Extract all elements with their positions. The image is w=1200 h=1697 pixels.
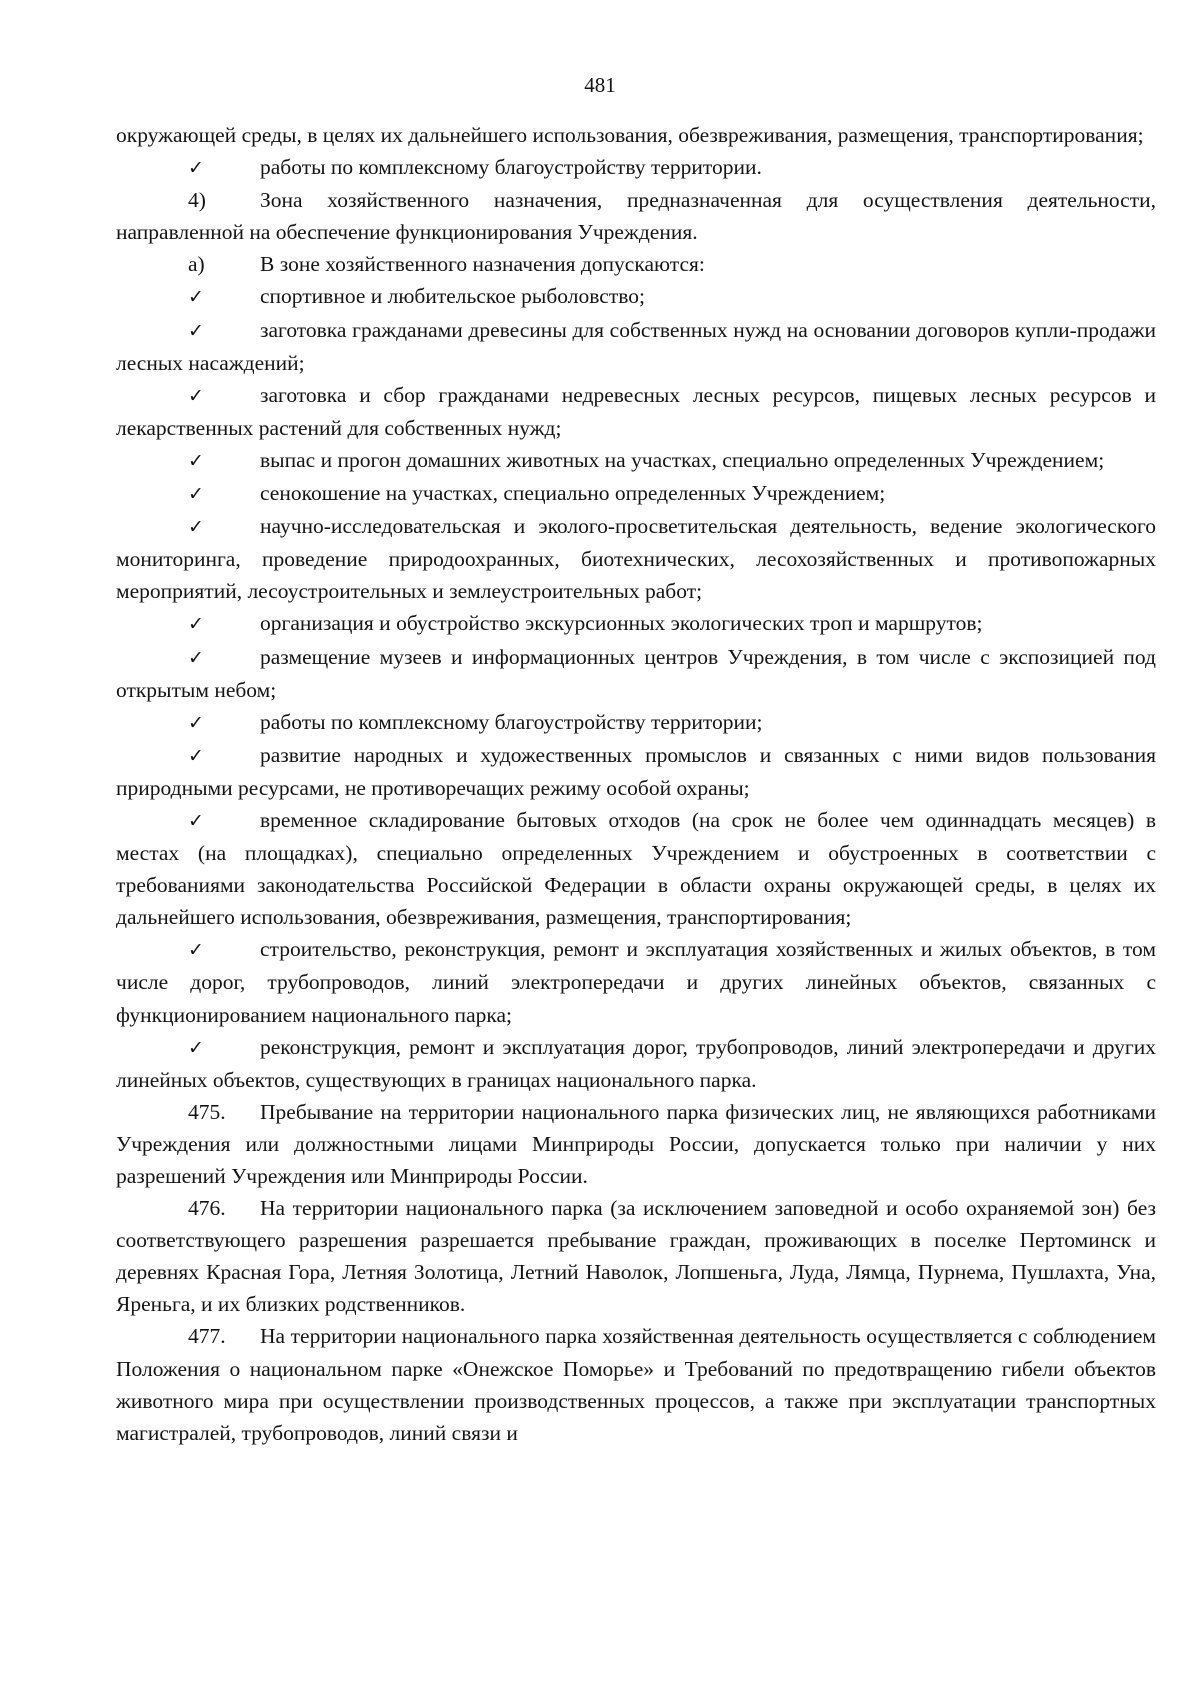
paragraph-text: В зоне хозяйственного назначения допускаются: xyxy=(260,252,705,277)
paragraph-text: научно-исследовательская и эколого-просветительская деятельность, ведение экологического мониторинга, проведение природоохранных, биотехнических, лесохозяйственных и противопожарных мероприятий, лесоустроительных и землеустроительных работ; xyxy=(116,514,1156,604)
numbered-paragraph xyxy=(116,184,1156,248)
document-body xyxy=(116,119,1156,1449)
paragraph-text: Пребывание на территории национального парка физических лиц, не являющихся работниками Учреждения или должностными лицами Минприроды России, допускается только при наличии у них разрешений Учреждения или Минприроды России. xyxy=(116,1099,1156,1188)
paragraph-text: работы по комплексному благоустройству территории. xyxy=(260,155,762,180)
checklist-item xyxy=(116,804,1156,933)
paragraph-number: 476. xyxy=(188,1196,226,1221)
checklist-item xyxy=(116,1031,1156,1096)
checkmark-icon: ✓ xyxy=(188,483,204,506)
paragraph-text: Зона хозяйственного назначения, предназначенная для осуществления деятельности, направленной на обеспечение функционирования Учреждения. xyxy=(116,188,1156,245)
checklist-item xyxy=(116,706,1156,739)
paragraph-text: временное складирование бытовых отходов (на срок не более чем одиннадцать месяцев) в местах (на площадках), специально определенных Учреждением и обустроенных в соответствии с требованиями законодательства Российской Федерации в области охраны окружающей среды, в целях их дальнейшего использования, обезвреживания, размещения, транспортирования; xyxy=(116,807,1156,930)
paragraph-text: реконструкция, ремонт и эксплуатация дорог, трубопроводов, линий электропередачи и других линейных объектов, существующих в границах национального парка. xyxy=(116,1034,1156,1092)
checkmark-icon: ✓ xyxy=(188,744,204,767)
checkmark-icon: ✓ xyxy=(188,809,204,832)
checklist-item xyxy=(116,477,1156,510)
page-number: 481 xyxy=(584,73,616,97)
paragraph-text: заготовка гражданами древесины для собственных нужд на основании договоров купли-продажи лесных насаждений; xyxy=(116,317,1156,375)
paragraph-text: размещение музеев и информационных центров Учреждения, в том числе с экспозицией под открытым небом; xyxy=(116,644,1156,702)
checkmark-icon: ✓ xyxy=(188,711,204,734)
paragraph-text: сенокошение на участках, специально определенных Учреждением; xyxy=(260,481,886,506)
checklist-item xyxy=(116,739,1156,804)
paragraph-number: 477. xyxy=(188,1324,226,1349)
checkmark-icon: ✓ xyxy=(188,939,204,962)
checklist-item xyxy=(116,607,1156,640)
paragraph-text: развитие народных и художественных промыслов и связанных с ними видов пользования природными ресурсами, не противоречащих режиму особой охраны; xyxy=(116,742,1156,800)
paragraph-number: 4) xyxy=(188,188,206,213)
paragraph-text: окружающей среды, в целях их дальнейшего использования, обезвреживания, размещения, транспортирования; xyxy=(116,123,1144,147)
paragraph-text: На территории национального парка (за исключением заповедной и особо охраняемой зон) без соответствующего разрешения разрешается пребывание граждан, проживающих в поселке Пертоминск и деревнях Красная Гора, Летняя Золотица, Летний Наволок, Лопшеньга, Луда, Лямца, Пурнема, Пушлахта, Уна, Яреньга, и их близких родственников. xyxy=(116,1196,1156,1317)
paragraph-continuation xyxy=(116,119,1156,151)
checklist-item xyxy=(116,641,1156,706)
checkmark-icon: ✓ xyxy=(188,319,204,342)
paragraph-text: строительство, реконструкция, ремонт и эксплуатация хозяйственных и жилых объектов, в том числе дорог, трубопроводов, линий электропередачи и других линейных объектов, связанных с функционированием национального парка; xyxy=(116,937,1156,1027)
checklist-item xyxy=(116,280,1156,313)
checkmark-icon: ✓ xyxy=(188,449,204,472)
checkmark-icon: ✓ xyxy=(188,157,204,180)
paragraph-text: заготовка и сбор гражданами недревесных лесных ресурсов, пищевых лесных ресурсов и лекарственных растений для собственных нужд; xyxy=(116,382,1156,440)
numbered-paragraph xyxy=(116,1192,1156,1320)
checkmark-icon: ✓ xyxy=(188,384,204,407)
checklist-item xyxy=(116,314,1156,379)
checklist-item xyxy=(116,151,1156,184)
paragraph-text: выпас и прогон домашних животных на участках, специально определенных Учреждением; xyxy=(260,447,1105,472)
numbered-paragraph xyxy=(116,1096,1156,1192)
paragraph-text: организация и обустройство экскурсионных экологических троп и маршрутов; xyxy=(260,611,983,636)
checklist-item xyxy=(116,510,1156,607)
checkmark-icon: ✓ xyxy=(188,516,204,539)
paragraph-text: На территории национального парка хозяйственная деятельность осуществляется с соблюдением Положения о национальном парке «Онежское Поморье» и Требований по предотвращению гибели объектов животного мира при осуществлении производственных процессов, а также при эксплуатации транспортных магистралей, трубопроводов, линий связи и xyxy=(116,1324,1156,1445)
checkmark-icon: ✓ xyxy=(188,1036,204,1059)
paragraph-text: спортивное и любительское рыболовство; xyxy=(260,284,645,309)
checklist-item xyxy=(116,444,1156,477)
checklist-item xyxy=(116,379,1156,444)
paragraph-number: 475. xyxy=(188,1099,226,1124)
numbered-paragraph xyxy=(116,1320,1156,1448)
checkmark-icon: ✓ xyxy=(188,613,204,636)
checkmark-icon: ✓ xyxy=(188,286,204,309)
numbered-paragraph xyxy=(116,248,1156,280)
checkmark-icon: ✓ xyxy=(188,646,204,669)
checklist-item xyxy=(116,933,1156,1030)
paragraph-number: а) xyxy=(188,252,205,277)
paragraph-text: работы по комплексному благоустройству территории; xyxy=(260,709,763,734)
